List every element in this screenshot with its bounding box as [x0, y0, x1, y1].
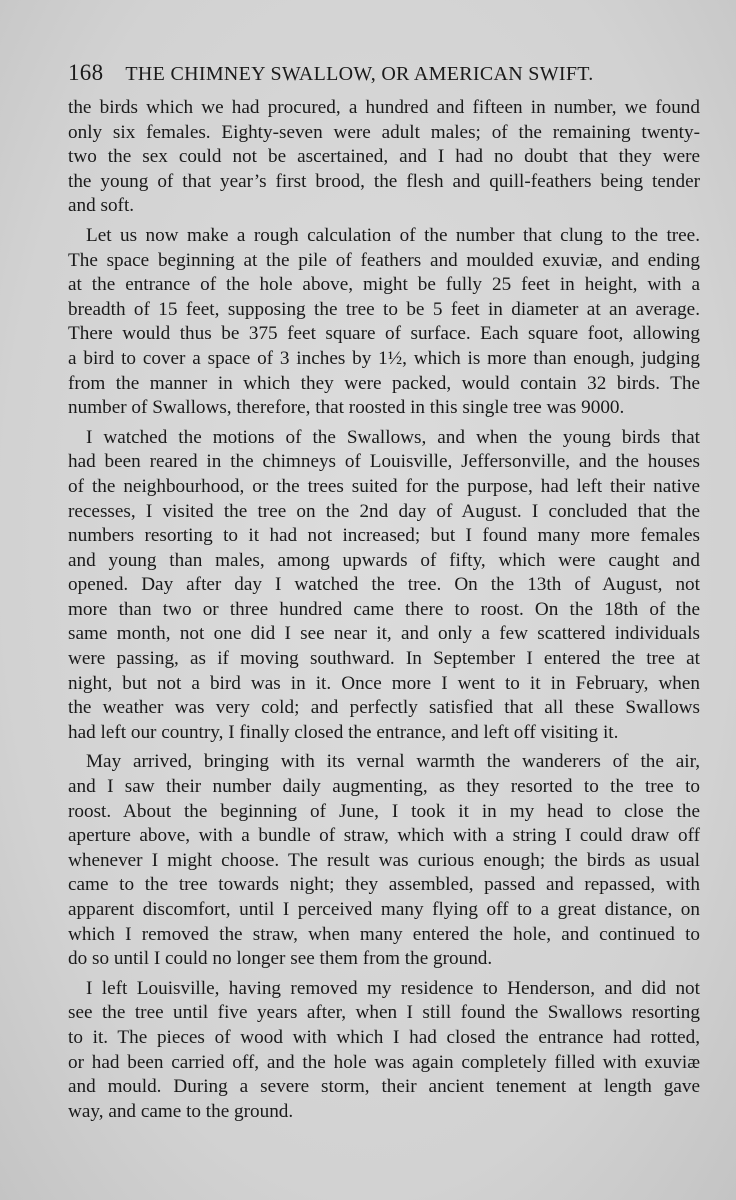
text-line: opened. Day after day I watched the tree. On the 13th of August, not — [68, 574, 700, 596]
text-line: and young than males, among upwards of fifty, which were caught and — [68, 549, 700, 571]
text-line: and soft. — [68, 195, 135, 217]
paragraph — [68, 977, 700, 1125]
text-line: which I removed the straw, when many entered the hole, and continued to — [68, 923, 700, 945]
text-line: There would thus be 375 feet square of surface. Each square foot, allowing — [68, 323, 700, 345]
text-line: May arrived, bringing with its vernal warmth the wanderers of the air, — [86, 751, 700, 773]
text-line: numbers resorting to it had not increased; but I found many more females — [68, 525, 700, 547]
text-line: to it. The pieces of wood with which I had closed the entrance had rotted, — [68, 1026, 700, 1048]
text-line: night, but not a bird was in it. Once more I went to it in February, when — [68, 672, 700, 694]
text-line: recesses, I visited the tree on the 2nd day of August. I concluded that the — [68, 500, 700, 522]
text-line: only six females. Eighty-seven were adult males; of the remaining twenty- — [68, 121, 700, 143]
text-line: more than two or three hundred came there to roost. On the 18th of the — [68, 598, 700, 620]
running-header — [68, 60, 708, 86]
text-line: at the entrance of the hole above, might be fully 25 feet in height, with a — [68, 274, 700, 296]
text-line: and I saw their number daily augmenting, as they resorted to the tree to — [68, 776, 700, 798]
text-line: The space beginning at the pile of feathers and moulded exuviæ, and ending — [68, 249, 700, 271]
text-line: came to the tree towards night; they assembled, passed and repassed, with — [68, 874, 700, 896]
text-line: breadth of 15 feet, supposing the tree to be 5 feet in diameter at an average. — [68, 298, 700, 320]
text-line: way, and came to the ground. — [68, 1100, 294, 1122]
text-line: had been reared in the chimneys of Louisville, Jeffersonville, and the houses — [68, 451, 700, 473]
page-number: 168 — [68, 60, 104, 85]
body-text — [68, 96, 700, 1129]
text-line: from the manner in which they were packed, would contain 32 birds. The — [68, 372, 700, 394]
text-line: do so until I could no longer see them from the ground. — [68, 948, 493, 970]
paragraph — [68, 224, 700, 421]
text-line: I watched the motions of the Swallows, and when the young birds that — [86, 426, 700, 448]
text-line: and mould. During a severe storm, their ancient tenement at length gave — [68, 1076, 700, 1098]
text-line: two the sex could not be ascertained, and I had no doubt that they were — [68, 146, 700, 168]
text-line: or had been carried off, and the hole was again completely filled with exuviæ — [68, 1051, 700, 1073]
text-line: a bird to cover a space of 3 inches by 1½, which is more than enough, judging — [68, 347, 700, 369]
text-line: number of Swallows, therefore, that roosted in this single tree was 9000. — [68, 397, 625, 419]
text-line: roost. About the beginning of June, I took it in my head to close the — [68, 800, 700, 822]
text-line: aperture above, with a bundle of straw, which with a string I could draw off — [68, 825, 700, 847]
text-line: I left Louisville, having removed my residence to Henderson, and did not — [86, 977, 700, 999]
text-line: see the tree until five years after, when I still found the Swallows resorting — [68, 1002, 700, 1024]
paragraph — [68, 750, 700, 971]
text-line: apparent discomfort, until I perceived many flying off to a great distance, on — [68, 899, 700, 920]
text-line: whenever I might choose. The result was curious enough; the birds as usual — [68, 849, 700, 871]
paragraph — [68, 96, 700, 219]
text-line: were passing, as if moving southward. In September I entered the tree at — [68, 648, 700, 670]
text-line: Let us now make a rough calculation of the number that clung to the tree. — [86, 224, 700, 246]
text-line: of the neighbourhood, or the trees suited for the purpose, had left their native — [68, 475, 700, 497]
paragraph — [68, 426, 700, 746]
text-line: the birds which we had procured, a hundred and fifteen in number, we found — [68, 97, 700, 118]
text-line: same month, not one did I see near it, and only a few scattered individuals — [68, 623, 700, 645]
text-line: had left our country, I finally closed the entrance, and left off visiting it. — [68, 721, 619, 743]
running-title: THE CHIMNEY SWALLOW, OR AMERICAN SWIFT. — [125, 63, 594, 85]
text-line: the young of that year’s first brood, the flesh and quill-feathers being tender — [68, 170, 700, 192]
text-line: the weather was very cold; and perfectly satisfied that all these Swallows — [68, 697, 700, 719]
